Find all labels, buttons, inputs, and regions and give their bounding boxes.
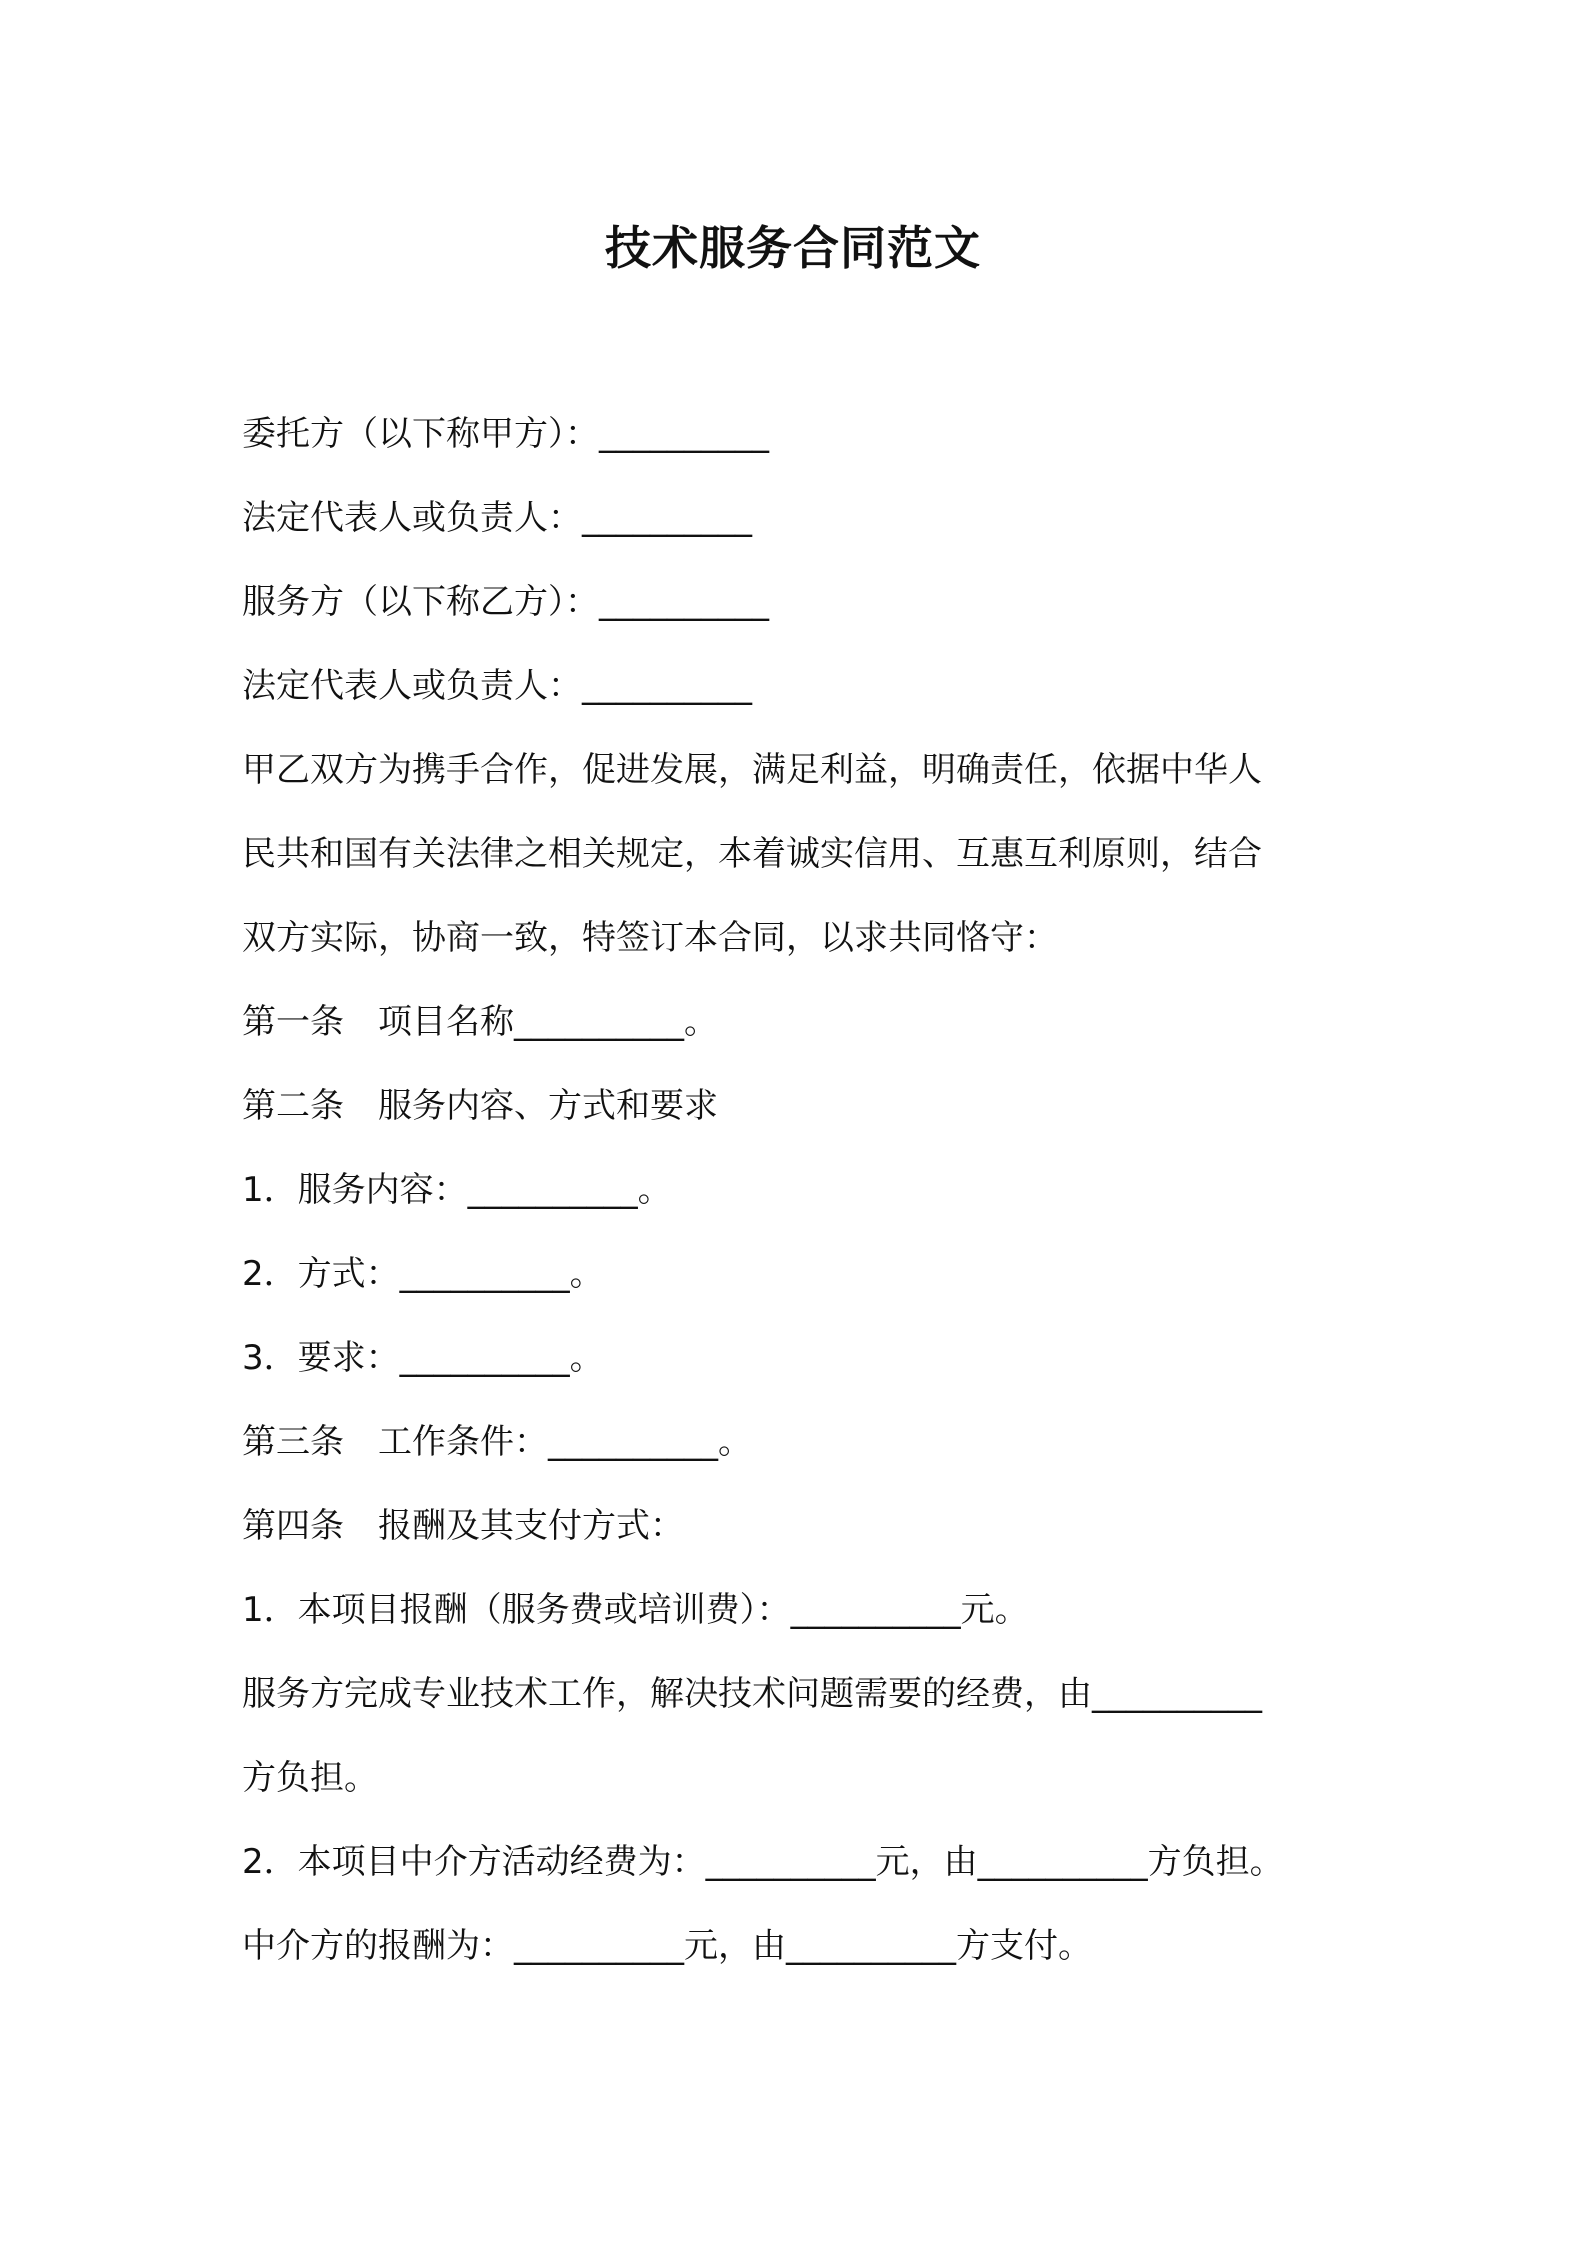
- article-4-item-2: 2．本项目中介方活动经费为：__________元，由__________方负担。: [242, 1842, 1284, 1882]
- expense-sentence-line-2: 方负担。: [242, 1758, 378, 1798]
- document-title: 技术服务合同范文: [605, 221, 981, 275]
- article-2-item-2: 2．方式：__________。: [242, 1254, 604, 1294]
- article-4-heading: 第四条 报酬及其支付方式：: [242, 1506, 684, 1546]
- article-2-item-3: 3．要求：__________。: [242, 1338, 604, 1378]
- article-3-work-conditions: 第三条 工作条件：__________。: [242, 1422, 752, 1462]
- preamble-line-2: 民共和国有关法律之相关规定，本着诚实信用、互惠互利原则，结合: [242, 834, 1262, 874]
- intermediary-fee-line: 中介方的报酬为：__________元，由__________方支付。: [242, 1926, 1092, 1966]
- article-4-item-1: 1．本项目报酬（服务费或培训费）：__________元。: [242, 1590, 1029, 1630]
- service-representative-line: 法定代表人或负责人：__________: [242, 666, 752, 706]
- preamble-line-1: 甲乙双方为携手合作，促进发展，满足利益，明确责任，依据中华人: [242, 750, 1262, 790]
- client-representative-line: 法定代表人或负责人：__________: [242, 498, 752, 538]
- service-party-line: 服务方（以下称乙方）：__________: [242, 582, 769, 622]
- preamble-line-3: 双方实际，协商一致，特签订本合同，以求共同恪守：: [242, 918, 1058, 958]
- article-2-heading: 第二条 服务内容、方式和要求: [242, 1086, 718, 1126]
- article-1-project-name: 第一条 项目名称__________。: [242, 1002, 718, 1042]
- expense-sentence-line-1: 服务方完成专业技术工作，解决技术问题需要的经费，由__________: [242, 1674, 1262, 1714]
- article-2-item-1: 1．服务内容：__________。: [242, 1170, 672, 1210]
- client-party-line: 委托方（以下称甲方）：__________: [242, 414, 769, 454]
